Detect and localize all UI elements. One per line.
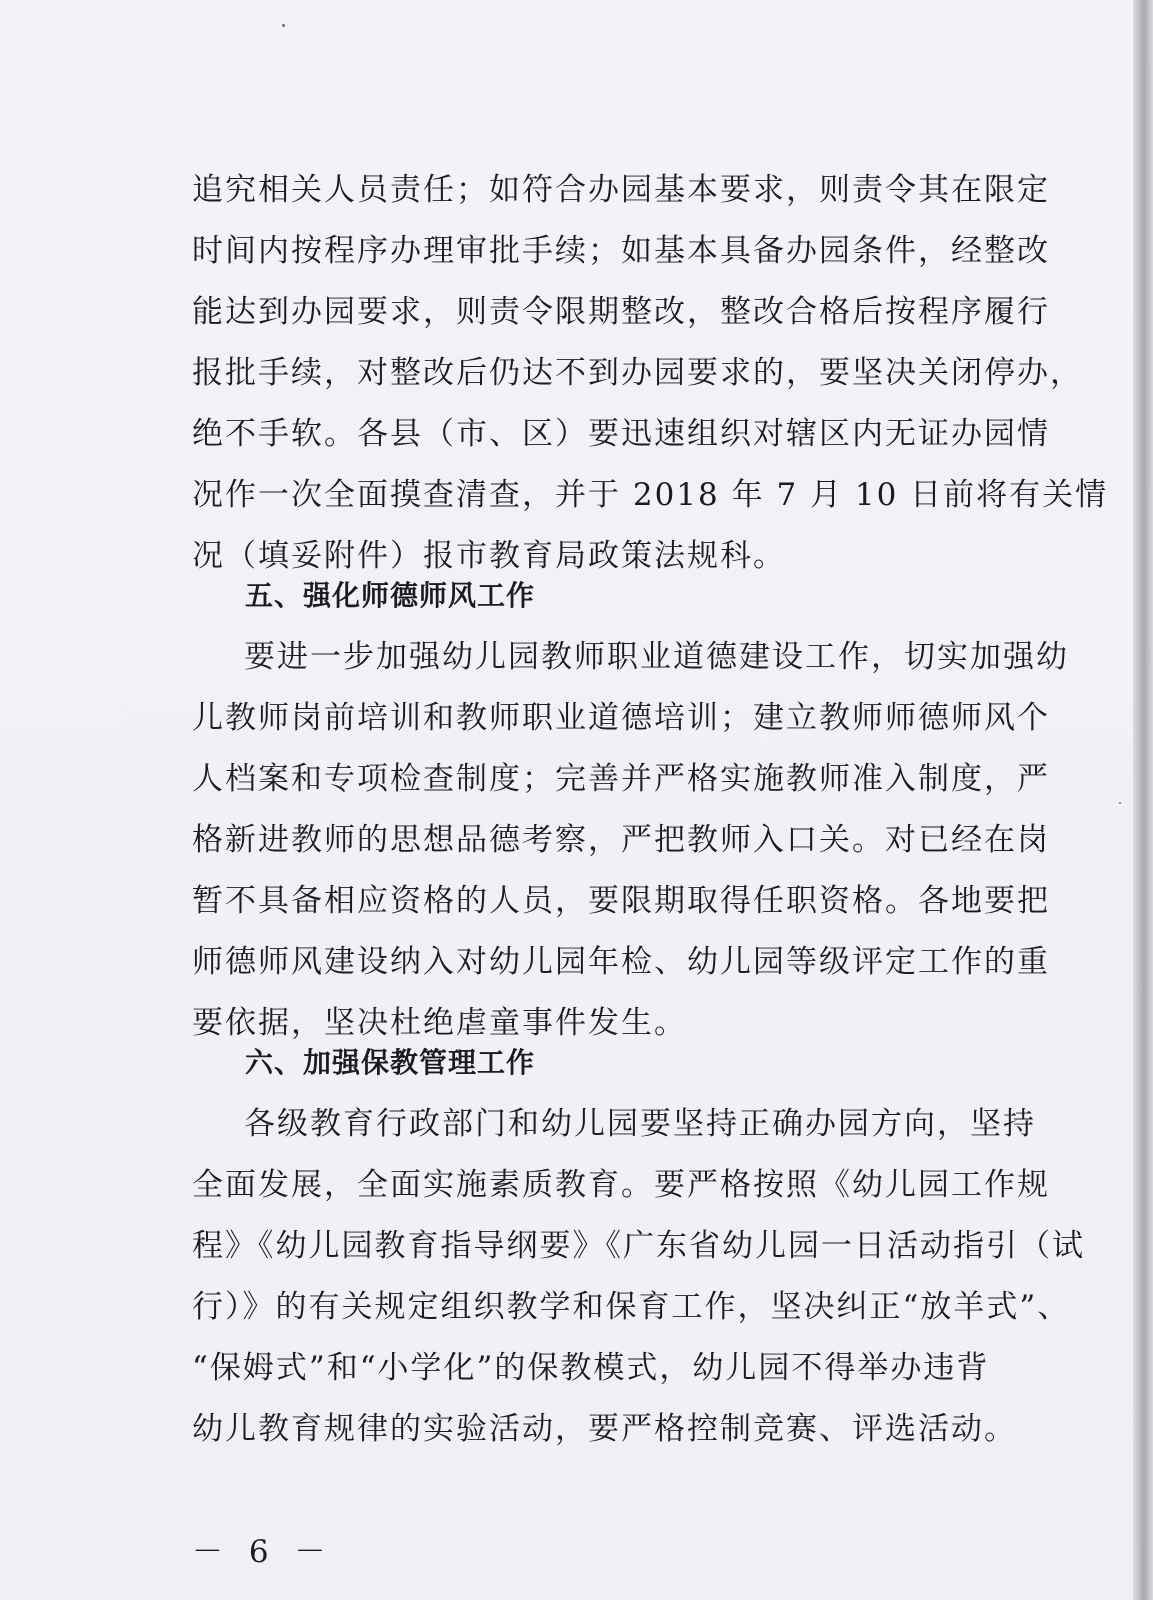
section-heading-5: 五、强化师德师风工作 — [245, 579, 536, 612]
paragraph-line: 幼儿教育规律的实验活动，要严格控制竞赛、评选活动。 — [192, 1411, 1017, 1447]
paragraph-line: 况（填妥附件）报市教育局政策法规科。 — [192, 538, 786, 574]
paragraph-line: 人档案和专项检查制度；完善并严格实施教师准入制度，严 — [192, 761, 1050, 797]
scan-speck — [1119, 802, 1121, 804]
scan-speck — [282, 24, 285, 27]
paragraph-line: 程》《幼儿园教育指导纲要》《广东省幼儿园一日活动指引（试 — [192, 1228, 1085, 1264]
paragraph-line: 各级教育行政部门和幼儿园要坚持正确办园方向，坚持 — [244, 1106, 1036, 1142]
paragraph-line: 暂不具备相应资格的人员，要限期取得任职资格。各地要把 — [192, 883, 1050, 919]
paragraph-line: 况作一次全面摸查清查，并于 2018 年 7 月 10 日前将有关情 — [192, 477, 1109, 513]
paragraph-line: 儿教师岗前培训和教师职业道德培训；建立教师师德师风个 — [192, 700, 1050, 736]
paragraph-line: 追究相关人员责任；如符合办园基本要求，则责令其在限定 — [192, 172, 1050, 208]
paragraph-line: 能达到办园要求，则责令限期整改，整改合格后按程序履行 — [192, 294, 1050, 330]
paragraph-line: 时间内按程序办理审批手续；如基本具备办园条件，经整改 — [192, 233, 1050, 269]
page-number: － 6 － — [192, 1534, 334, 1570]
paragraph-line: 格新进教师的思想品德考察，严把教师入口关。对已经在岗 — [192, 822, 1050, 858]
paragraph-line: 要依据，坚决杜绝虐童事件发生。 — [192, 1005, 687, 1041]
paragraph-line: “保姆式”和“小学化”的保教模式，幼儿园不得举办违背 — [192, 1350, 990, 1386]
paragraph-line: 绝不手软。各县（市、区）要迅速组织对辖区内无证办园情 — [192, 416, 1050, 452]
paragraph-line: 报批手续，对整改后仍达不到办园要求的，要坚决关闭停办， — [192, 355, 1083, 391]
scan-edge — [1133, 0, 1153, 1600]
paragraph-line: 行）》的有关规定组织教学和保育工作，坚决纠正“放羊式”、 — [192, 1289, 1071, 1325]
paragraph-line: 要进一步加强幼儿园教师职业道德建设工作，切实加强幼 — [244, 639, 1069, 675]
paragraph-line: 全面发展，全面实施素质教育。要严格按照《幼儿园工作规 — [192, 1167, 1050, 1203]
section-heading-6: 六、加强保教管理工作 — [245, 1046, 536, 1079]
paragraph-line: 师德师风建设纳入对幼儿园年检、幼儿园等级评定工作的重 — [192, 944, 1050, 980]
